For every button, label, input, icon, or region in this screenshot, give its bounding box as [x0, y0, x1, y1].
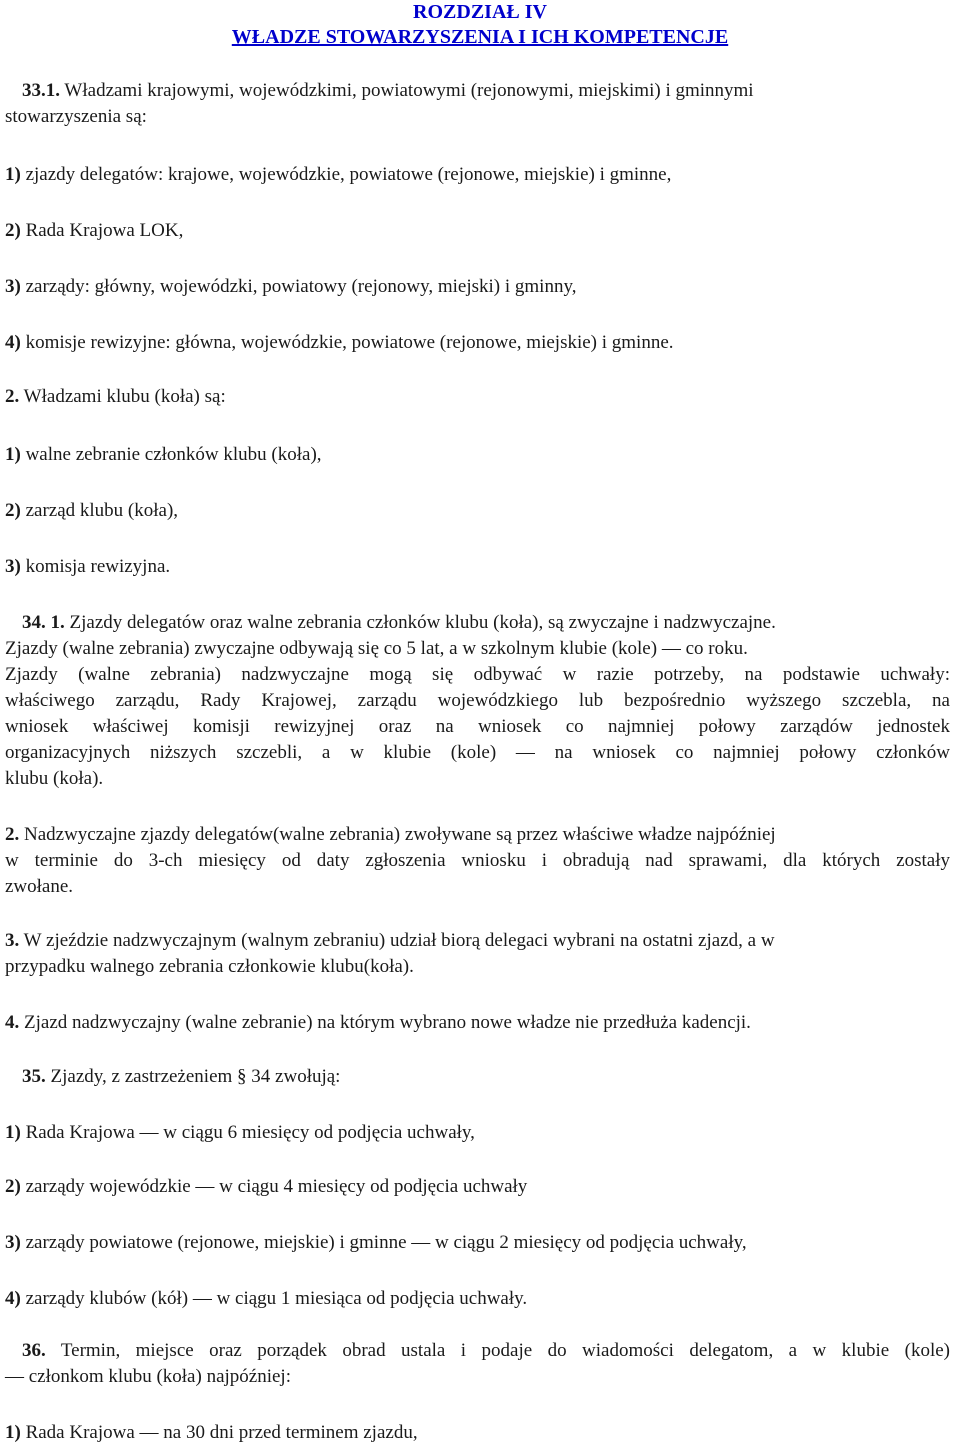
text-line: klubu (koła). — [5, 768, 104, 789]
article-34-paragraph-2: 2. Nadzwyczajne zjazdy delegatów(walne zebrania) zwoływane są przez właściwe władze najpóźniej — [5, 824, 776, 845]
article-35-intro: 35. Zjazdy, z zastrzeżeniem § 34 zwołują: — [22, 1066, 341, 1087]
list-item: 1) zjazdy delegatów: krajowe, wojewódzkie, powiatowe (rejonowe, miejskie) i gminne, — [5, 164, 672, 185]
article-35-number: 35. — [22, 1066, 46, 1087]
text-line: w terminie do 3-ch miesięcy od daty zgłoszenia wniosku i obradują nad sprawami, dla których zostały — [5, 850, 950, 871]
article-34-paragraph-1: 34. 1. Zjazdy delegatów oraz walne zebrania członków klubu (koła), są zwyczajne i nadzwyczajne. — [22, 612, 776, 633]
text-line: — członkom klubu (koła) najpóźniej: — [5, 1366, 291, 1387]
article-33-intro — [22, 80, 754, 102]
list-item: 3) zarządy powiatowe (rejonowe, miejskie) i gminne — w ciągu 2 miesięcy od podjęcia uchwały, — [5, 1232, 747, 1253]
text-line: wniosek właściwej komisji rewizyjnej oraz na wniosek co najmniej połowy zarządów jednostek — [5, 716, 950, 737]
list-item: 4) zarządy klubów (kół) — w ciągu 1 miesiąca od podjęcia uchwały. — [5, 1288, 528, 1309]
text-line: zwołane. — [5, 876, 74, 897]
chapter-title: WŁADZE STOWARZYSZENIA I ICH KOMPETENCJE — [231, 26, 729, 48]
text-line: organizacyjnych niższych szczebli, a w klubie (kole) — na wniosek co najmniej połowy członków — [5, 742, 950, 763]
list-item: 2) zarządy wojewódzkie — w ciągu 4 miesięcy od podjęcia uchwały — [5, 1176, 528, 1197]
list-item: 4) komisje rewizyjne: główna, wojewódzkie, powiatowe (rejonowe, miejskie) i gminne. — [5, 332, 674, 353]
list-item: 1) Rada Krajowa — na 30 dni przed terminem zjazdu, — [5, 1422, 418, 1443]
list-item: 1) walne zebranie członków klubu (koła), — [5, 444, 322, 465]
article-36-number: 36. — [22, 1340, 46, 1361]
list-item: 2) zarząd klubu (koła), — [5, 500, 179, 521]
article-36-intro: 36. Termin, miejsce oraz porządek obrad ustala i podaje do wiadomości delegatom, a w klubie (kole) — [22, 1340, 950, 1361]
article-34-paragraph-4: 4. Zjazd nadzwyczajny (walne zebranie) na którym wybrano nowe władze nie przedłuża kadencji. — [5, 1012, 751, 1033]
list-item: 1) Rada Krajowa — w ciągu 6 miesięcy od podjęcia uchwały, — [5, 1122, 475, 1143]
text-line: przypadku walnego zebrania członkowie klubu(koła). — [5, 956, 414, 977]
article-33-intro-cont: stowarzyszenia są: — [5, 106, 147, 127]
text-line: właściwego zarządu, Rady Krajowej, zarządu wojewódzkiego lub bezpośrednio wyższego szczebla, na — [5, 690, 950, 711]
list-item: 2) Rada Krajowa LOK, — [5, 220, 184, 241]
article-34-number: 34. — [22, 612, 46, 633]
chapter-heading: ROZDZIAŁ IV — [413, 1, 547, 23]
article-34-paragraph-3: 3. W zjeździe nadzwyczajnym (walnym zebraniu) udział biorą delegaci wybrani na ostatni zjazd, a w — [5, 930, 775, 951]
text-line: Zjazdy (walne zebrania) zwyczajne odbywają się co 5 lat, a w szkolnym klubie (kole) — co roku. — [5, 638, 748, 659]
article-33-intro-text: Władzami krajowymi, wojewódzkimi, powiatowymi (rejonowymi, miejskimi) i gminnymi — [64, 80, 754, 101]
article-33-paragraph-2: 2. Władzami klubu (koła) są: — [5, 386, 226, 407]
article-33-number: 33.1. — [22, 80, 60, 101]
list-item: 3) komisja rewizyjna. — [5, 556, 171, 577]
text-line: Zjazdy (walne zebrania) nadzwyczajne mogą się odbywać w razie potrzeby, na podstawie uchwały: — [5, 664, 950, 685]
list-item: 3) zarządy: główny, wojewódzki, powiatowy (rejonowy, miejski) i gminny, — [5, 276, 577, 297]
